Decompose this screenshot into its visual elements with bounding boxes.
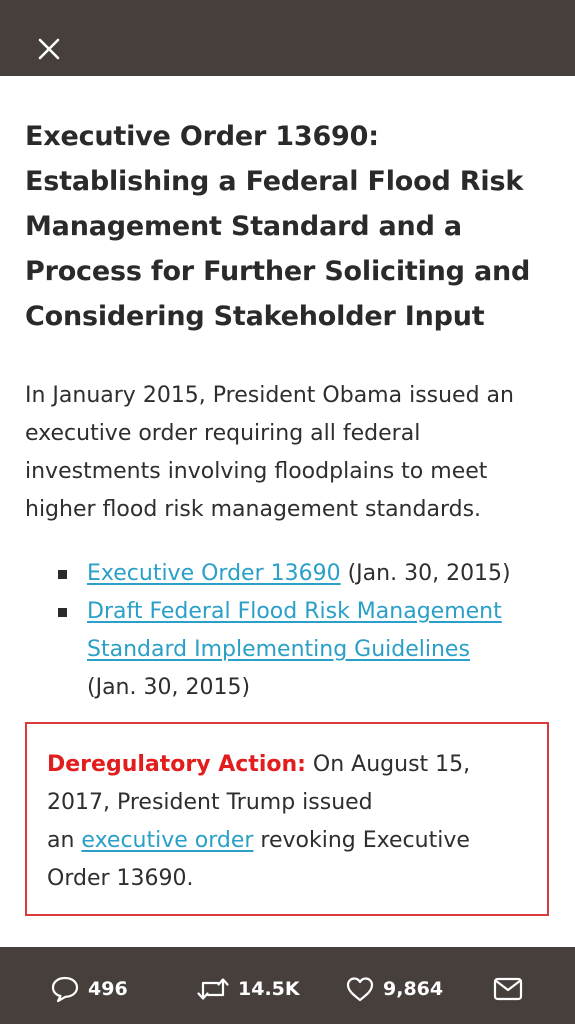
intro-line: executive order requiring all federal [25,421,421,446]
article-content [25,76,555,946]
intro-line: investments involving floodplains to meet [25,459,488,484]
title-line: Process for Further Soliciting and [25,256,531,287]
draft-guidelines-link[interactable]: Draft Federal Flood Risk Management [87,599,502,624]
intro-line: higher flood risk management standards. [25,497,482,522]
intro-paragraph [25,377,555,529]
close-button[interactable] [34,34,64,64]
retweet-icon [196,975,230,1003]
title-line: Establishing a Federal Flood Risk [25,166,524,197]
title-line: Considering Stakeholder Input [25,301,485,332]
title-line: Executive Order 13690: [25,121,379,152]
like-button[interactable] [345,975,443,1003]
intro-line: In January 2015, President Obama issued an [25,383,514,408]
resource-list [25,555,555,707]
notice-text: On August 15, [305,752,471,777]
retweet-count: 14.5K [238,978,300,1000]
retweet-button[interactable] [196,975,300,1003]
like-count: 9,864 [383,978,444,1000]
executive-order-revocation-link[interactable]: executive order [81,828,254,853]
list-item [87,555,555,593]
article-title [25,114,555,339]
notice-text: Order 13690. [47,866,194,891]
reply-count: 496 [88,978,128,1000]
draft-guidelines-link[interactable]: Standard Implementing Guidelines [87,637,470,662]
reply-icon [50,975,80,1003]
close-icon [34,34,64,64]
reply-button[interactable] [50,975,128,1003]
list-item [87,593,555,707]
bullet-icon [58,608,67,617]
notice-text: 2017, President Trump issued [47,790,373,815]
top-bar [0,0,575,76]
like-icon [345,975,375,1003]
tweet-action-bar [0,947,575,1024]
link-date: (Jan. 30, 2015) [340,561,511,586]
deregulatory-notice [25,722,549,916]
notice-label: Deregulatory Action: [47,752,306,777]
executive-order-link[interactable]: Executive Order 13690 [87,561,341,586]
title-line: Management Standard and a [25,211,462,242]
message-button[interactable] [492,975,524,1003]
link-date: (Jan. 30, 2015) [87,675,251,700]
message-icon [492,975,524,1003]
bullet-icon [58,570,67,579]
notice-text: revoking Executive [253,828,470,853]
notice-text: an [47,828,82,853]
